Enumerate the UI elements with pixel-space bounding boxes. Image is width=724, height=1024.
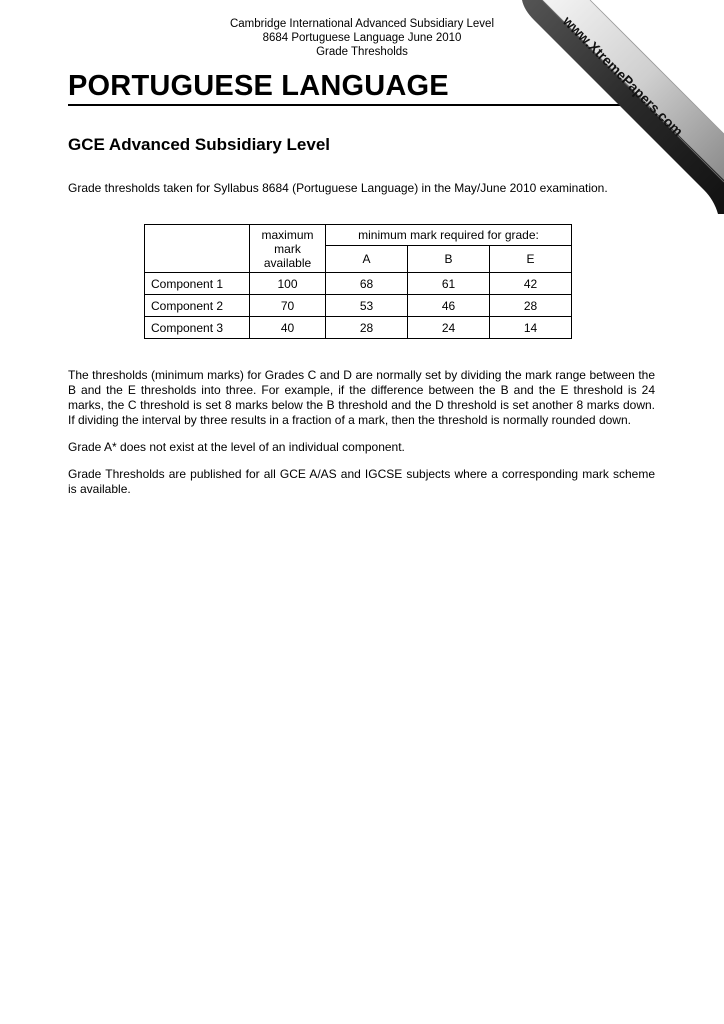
page-title: PORTUGUESE LANGUAGE	[68, 70, 449, 102]
watermark-text: www.XtremePapers.com	[559, 12, 687, 140]
grade-e-cell: 28	[490, 295, 572, 317]
explanation-text	[68, 368, 655, 509]
grade-header-e: E	[490, 246, 572, 273]
grade-b-cell: 61	[408, 273, 490, 295]
table-row	[145, 295, 572, 317]
table-row	[145, 317, 572, 339]
header-line-1: Cambridge International Advanced Subsidiary Level	[229, 18, 495, 30]
max-mark-cell: 40	[250, 317, 326, 339]
grade-b-cell: 24	[408, 317, 490, 339]
table-row	[145, 273, 572, 295]
grade-a-cell: 28	[326, 317, 408, 339]
intro-text: Grade thresholds taken for Syllabus 8684 (Portuguese Language) in the May/June 2010 examination.	[68, 181, 608, 195]
grade-b-cell: 46	[408, 295, 490, 317]
grade-threshold-table	[144, 224, 572, 339]
grade-header-b: B	[408, 246, 490, 273]
page-curl-icon	[494, 0, 724, 230]
max-mark-cell: 100	[250, 273, 326, 295]
max-mark-header: maximum mark available	[250, 225, 326, 273]
grade-header-a: A	[326, 246, 408, 273]
paragraph-thresholds: The thresholds (minimum marks) for Grades C and D are normally set by dividing the mark range between the B and the E thresholds into three. For example, if the difference between the B and the E threshold is 24 marks, the C threshold is set 8 marks below the B threshold and the D threshold is set another 8 marks down. If dividing the interval by three results in a fraction of a mark, then the threshold is normally rounded down.	[68, 368, 655, 427]
header-line-3: Grade Thresholds	[316, 46, 408, 58]
paragraph-grade-a-star: Grade A* does not exist at the level of an individual component.	[68, 440, 405, 454]
max-mark-cell: 70	[250, 295, 326, 317]
paragraph-published: Grade Thresholds are published for all GCE A/AS and IGCSE subjects where a corresponding mark scheme is available.	[68, 467, 655, 496]
component-label: Component 1	[145, 273, 250, 295]
watermark-corner	[494, 0, 724, 230]
grade-e-cell: 42	[490, 273, 572, 295]
page-subtitle: GCE Advanced Subsidiary Level	[68, 135, 331, 154]
grade-a-cell: 68	[326, 273, 408, 295]
component-label: Component 2	[145, 295, 250, 317]
component-label: Component 3	[145, 317, 250, 339]
grade-e-cell: 14	[490, 317, 572, 339]
grade-a-cell: 53	[326, 295, 408, 317]
min-mark-header: minimum mark required for grade:	[326, 225, 572, 246]
table-corner-cell	[145, 225, 250, 273]
header-line-2: 8684 Portuguese Language June 2010	[262, 32, 462, 44]
